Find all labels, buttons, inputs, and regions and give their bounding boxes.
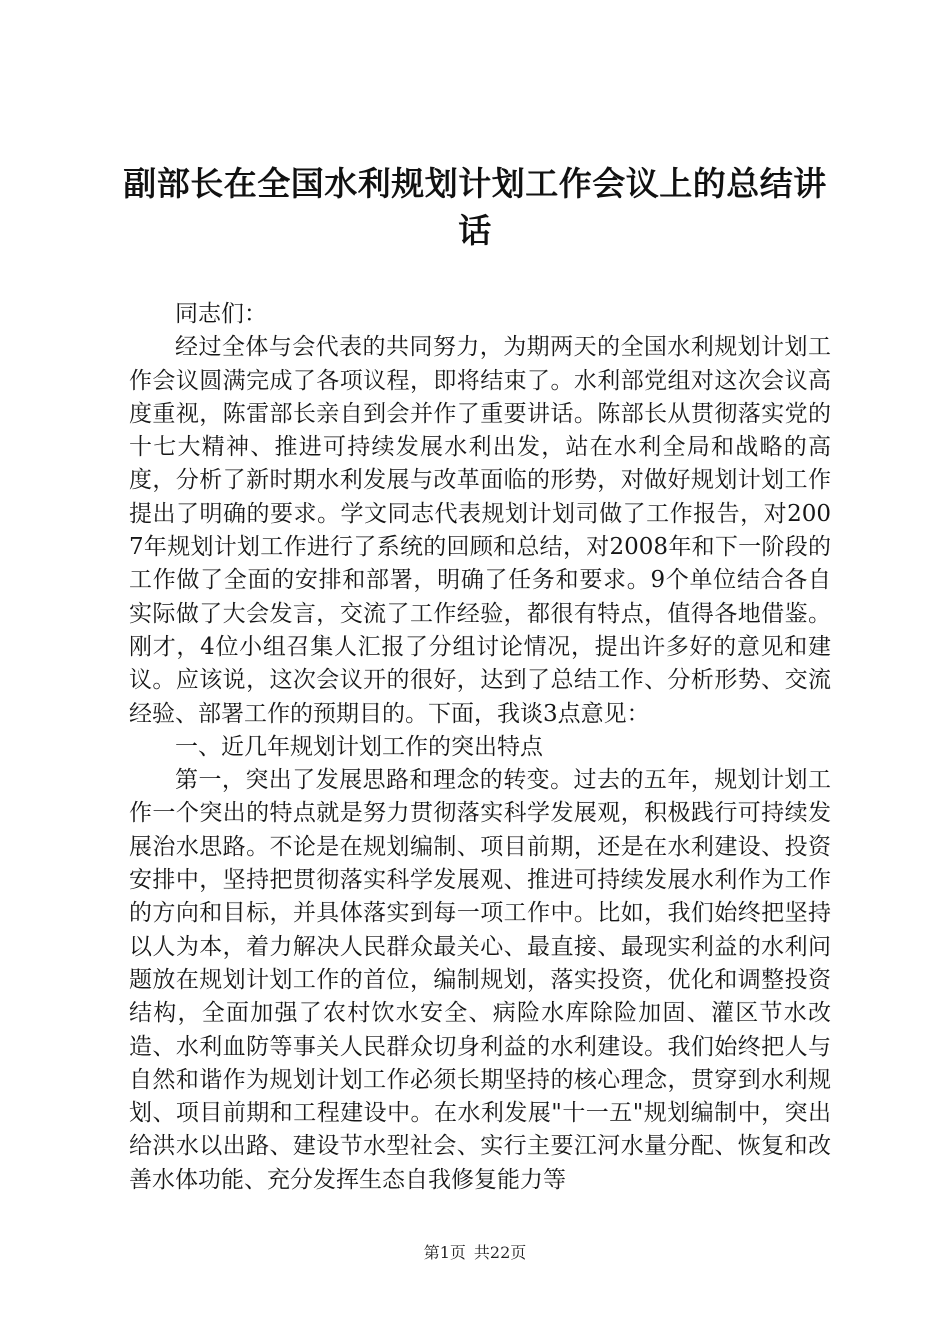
- page-total: 共22页: [473, 1243, 527, 1262]
- page-number: 第1页: [423, 1243, 466, 1262]
- section-heading: 一、近几年规划计划工作的突出特点: [175, 733, 543, 760]
- salutation-paragraph: 同志们：: [175, 301, 267, 327]
- body-paragraph: 第一，突出了发展思路和理念的转变。过去的五年，规划计划工作一个突出的特点就是努力贯彻落实科学发展观，积极践行可持续发展治水思路。不论是在规划编制、项目前期，还是在水利建设、投资安排中，坚持把贯彻落实科学发展观、推进可持续发展水利作为工作的方向和目标，并具体落实到每一项工作中。比如，我们始终把坚持以人为本，着力解决人民群众最关心、最直接、最现实利益的水利问题放在规划计划工作的首位，编制规划，落实投资，优化和调整投资结构，全面加强了农村饮水安全、病险水库除险加固、灌区节水改造、水利血防等事关人民群众切身利益的水利建设。我们始终把人与自然和谐作为规划计划工作必须长期坚持的核心理念，贯穿到水利规划、项目前期和工程建设中。在水利发展"十一五"规划编制中，突出给洪水以出路、建设节水型社会、实行主要江河水量分配、恢复和改善水体功能、充分发挥生态自我修复能力等: [129, 767, 831, 1193]
- document-title: 副部长在全国水利规划计划工作会议上的总结讲话: [123, 164, 827, 250]
- body-paragraph: 经过全体与会代表的共同努力，为期两天的全国水利规划计划工作会议圆满完成了各项议程，即将结束了。水利部党组对这次会议高度重视，陈雷部长亲自到会并作了重要讲话。陈部长从贯彻落实党的十七大精神、推进可持续发展水利出发，站在水利全局和战略的高度，分析了新时期水利发展与改革面临的形势，对做好规划计划工作提出了明确的要求。学文同志代表规划计划司做了工作报告，对2007年规划计划工作进行了系统的回顾和总结，对2008年和下一阶段的工作做了全面的安排和部署，明确了任务和要求。9个单位结合各自实际做了大会发言，交流了工作经验，都很有特点，值得各地借鉴。刚才，4位小组召集人汇报了分组讨论情况，提出许多好的意见和建议。应该说，这次会议开的很好，达到了总结工作、分析形势、交流经验、部署工作的预期目的。下面，我谈3点意见：: [129, 334, 831, 727]
- document-body: [129, 298, 831, 1197]
- page-footer: [0, 1243, 950, 1263]
